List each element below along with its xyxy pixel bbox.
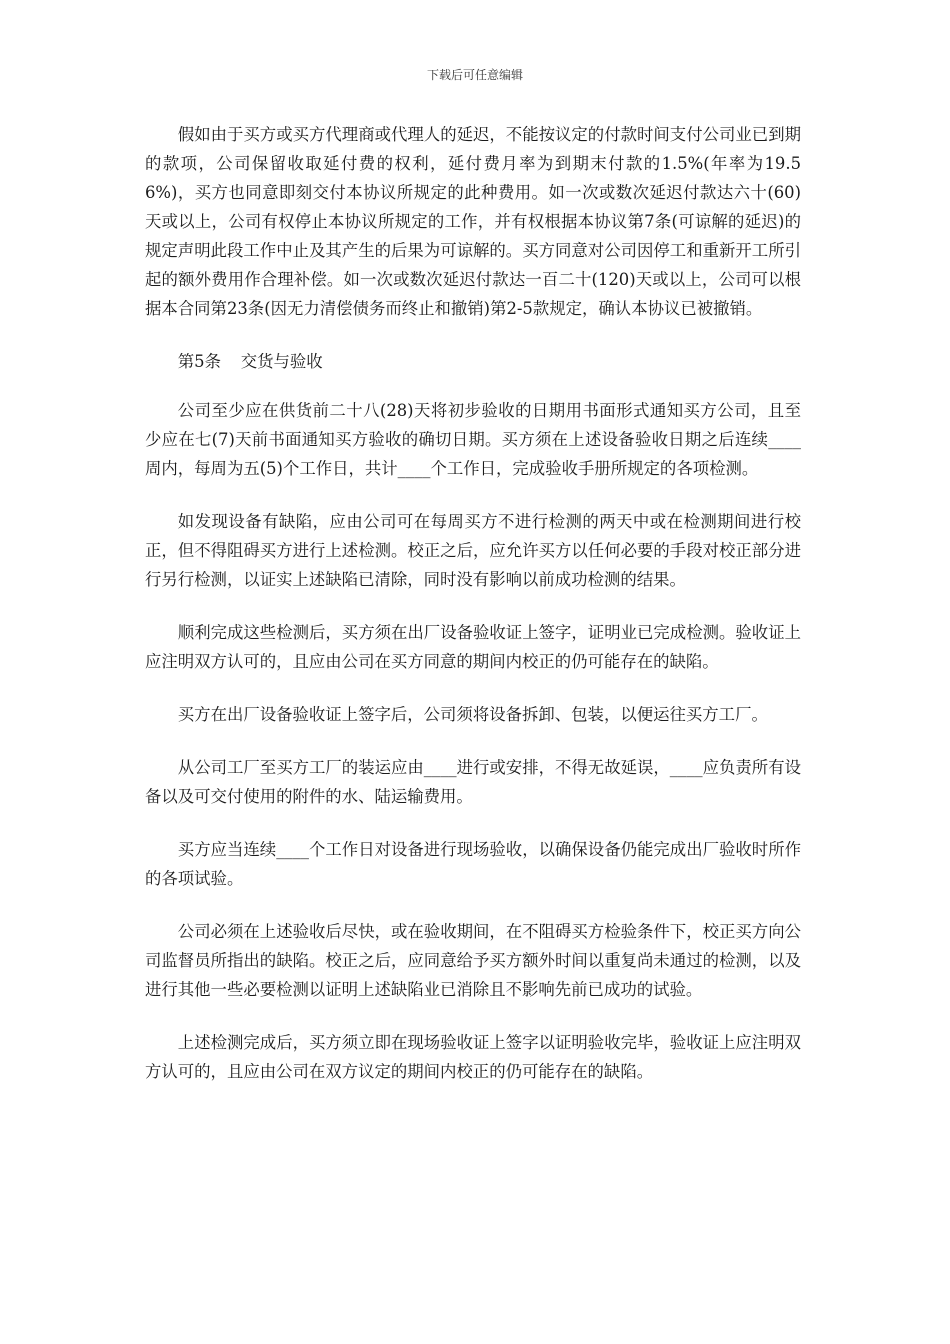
- paragraph-site-certificate: 上述检测完成后，买方须立即在现场验收证上签字以证明验收完毕，验收证上应注明双方认可的，且应由公司在双方议定的期间内校正的仍可能存在的缺陷。: [145, 1033, 801, 1081]
- document-body: [145, 120, 801, 1110]
- paragraph-acceptance-notice: 公司至少应在供货前二十八(28)天将初步验收的日期用书面形式通知买方公司，且至少应在七(7)天前书面通知买方验收的确切日期。买方须在上述设备验收日期之后连续____周内，每周为五(5)个工作日，共计____个工作日，完成验收手册所规定的各项检测。: [145, 401, 801, 478]
- section-heading: [145, 347, 801, 376]
- paragraph-site-correction: 公司必须在上述验收后尽快，或在验收期间，在不阻碍买方检验条件下，校正买方向公司监督员所指出的缺陷。校正之后，应同意给予买方额外时间以重复尚未通过的检测，以及进行其他一些必要检测以证明上述缺陷业已消除且不影响先前已成功的试验。: [145, 922, 801, 999]
- paragraph-factory-certificate: 顺利完成这些检测后，买方须在出厂设备验收证上签字，证明业已完成检测。验收证上应注明双方认可的，且应由公司在买方同意的期间内校正的仍可能存在的缺陷。: [145, 623, 801, 671]
- paragraph-site-acceptance: 买方应当连续____个工作日对设备进行现场验收，以确保设备仍能完成出厂验收时所作的各项试验。: [145, 840, 801, 888]
- section-title: 交货与验收: [240, 352, 323, 371]
- paragraph-late-payment: 假如由于买方或买方代理商或代理人的延迟，不能按议定的付款时间支付公司业已到期的款项，公司保留收取延付费的权利，延付费月率为到期末付款的1.5%(年率为19.56%)，买方也同意即刻交付本协议所规定的此种费用。如一次或数次延迟付款达六十(60)天或以上，公司有权停止本协议所规定的工作，并有权根据本协议第7条(可谅解的延迟)的规定声明此段工作中止及其产生的后果为可谅解的。买方同意对公司因停工和重新开工所引起的额外费用作合理补偿。如一次或数次延迟付款达一百二十(120)天或以上，公司可以根据本合同第23条(因无力清偿债务而终止和撤销)第2-5款规定，确认本协议已被撤销。: [145, 125, 801, 318]
- section-number: 第5条: [177, 352, 222, 371]
- paragraph-defect-correction: 如发现设备有缺陷，应由公司可在每周买方不进行检测的两天中或在检测期间进行校正，但不得阻碍买方进行上述检测。校正之后，应允许买方以任何必要的手段对校正部分进行另行检测，以证实上述缺陷已清除，同时没有影响以前成功检测的结果。: [145, 512, 801, 589]
- paragraph-shipment: 从公司工厂至买方工厂的装运应由____进行或安排，不得无故延误，____应负责所有设备以及可交付使用的附件的水、陆运输费用。: [145, 758, 801, 806]
- paragraph-dismantle-pack: 买方在出厂设备验收证上签字后，公司须将设备拆卸、包装，以便运往买方工厂。: [177, 705, 768, 724]
- page-header: 下载后可任意编辑: [426, 68, 523, 82]
